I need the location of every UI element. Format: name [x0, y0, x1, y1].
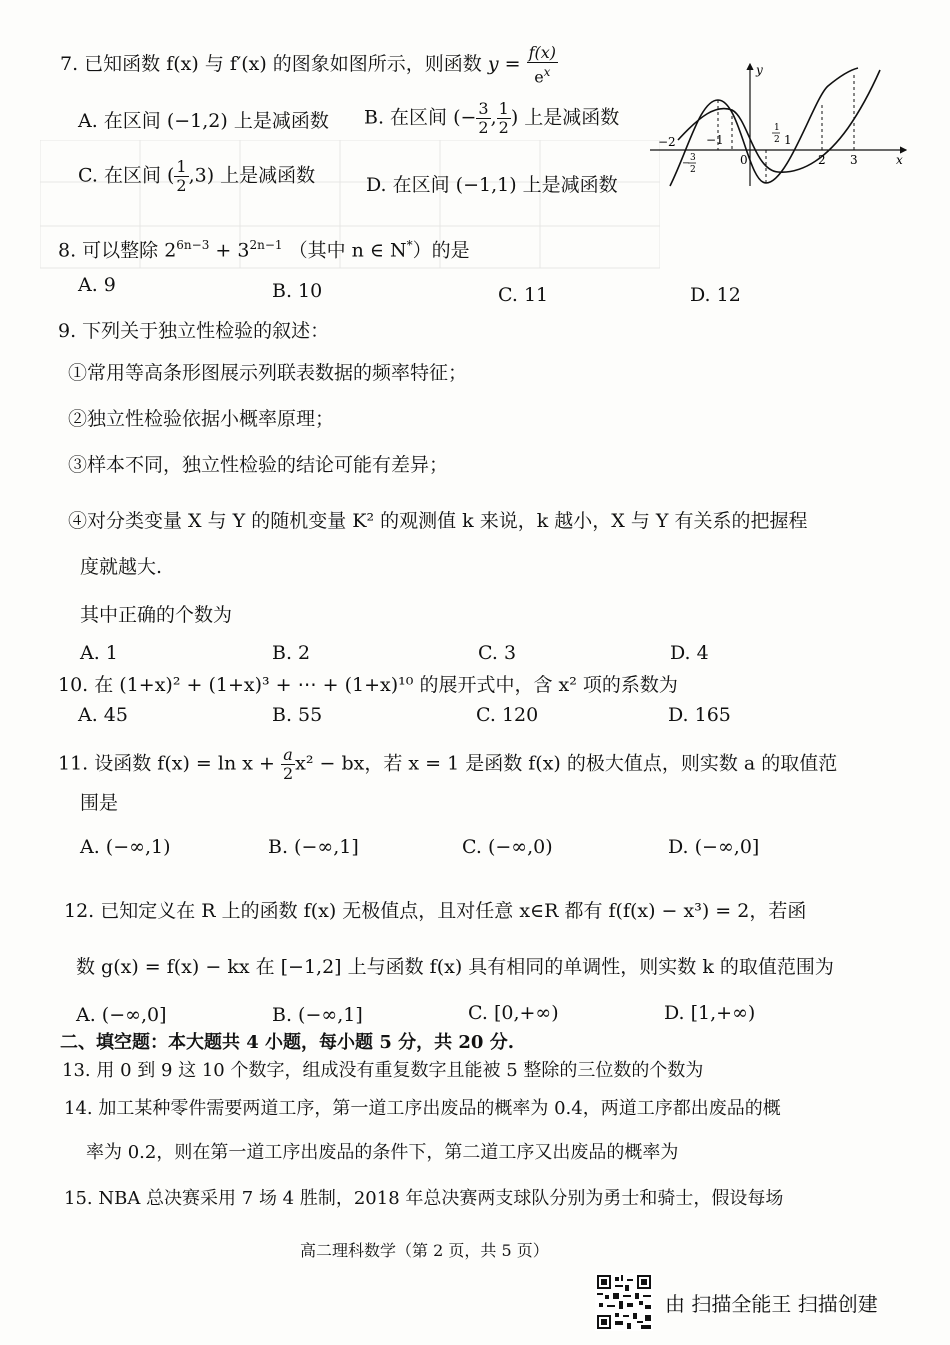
q9-ask: 其中正确的个数为: [80, 604, 233, 626]
q10-option-d: D. 165: [668, 704, 731, 726]
q10-option-a: A. 45: [78, 704, 128, 726]
q15-stem: 15. NBA 总决赛采用 7 场 4 胜制，2018 年总决赛两支球队分别为勇士和骑士，假设每场: [64, 1188, 784, 1209]
q11-option-c: C. (−∞,0): [462, 836, 553, 858]
q9-option-b: B. 2: [272, 642, 311, 664]
q7-curve-cubic: [670, 68, 858, 186]
q12-option-b: B. (−∞,1]: [272, 1004, 363, 1026]
q8-exp1: 6n−3: [176, 238, 210, 252]
q9-statement-2: ②独立性检验依据小概率原理；: [68, 408, 335, 430]
q9-option-c: C. 3: [478, 642, 517, 664]
page-footer: 高二理科数学（第 2 页，共 5 页）: [300, 1241, 549, 1260]
q7-b-f1n: 3: [478, 99, 489, 118]
q7-b-post: ) 上是减函数: [510, 106, 620, 129]
q7-graph-tick-3: 3: [850, 153, 858, 167]
q7-b-mid: ,: [490, 106, 497, 129]
q7-graph-tick-12-den: 2: [774, 135, 780, 145]
q8-option-a: A. 9: [78, 274, 116, 296]
q12-stem-2: 数 g(x) = f(x) − kx 在 [−1,2] 上与函数 f(x) 具有相同的单调性，则实数 k 的取值范围为: [76, 956, 834, 978]
q8-post: （其中 n ∈ N: [288, 239, 407, 262]
q11-fd: 2: [282, 764, 294, 783]
q11-option-d: D. (−∞,0]: [668, 836, 760, 858]
q7-stem-text: 7. 已知函数 f(x) 与 f′(x) 的图象如图所示，则函数: [60, 53, 482, 76]
q8-option-b: B. 10: [272, 280, 323, 302]
q12-stem-1: 12. 已知定义在 R 上的函数 f(x) 无极值点，且对任意 x∈R 都有 f(f(x) − x³) = 2，若函: [64, 900, 807, 922]
q11-option-b: B. (−∞,1]: [268, 836, 359, 858]
q7-func-fraction: [527, 44, 558, 86]
q12-option-c: C. [0,+∞): [468, 1002, 559, 1024]
q7-c-post: ,3) 上是减函数: [188, 164, 316, 187]
q7-c-pre: C. 在区间 (: [78, 164, 175, 187]
q7-func-num: f(x): [528, 43, 557, 62]
q7-b-f2n: 1: [498, 99, 509, 118]
q7-b-f1d: 2: [478, 118, 489, 137]
q8-post-sup: *: [406, 238, 413, 252]
q7-b-pre: B. 在区间 (−: [364, 106, 477, 129]
q7-graph-tick-m1: −1: [706, 133, 724, 147]
q11-option-a: A. (−∞,1): [80, 836, 171, 858]
q7-graph-label-y: y: [756, 63, 763, 77]
q10-option-c: C. 120: [476, 704, 539, 726]
q7-func-den-base: e: [534, 67, 544, 87]
q7-graph-tick-12-num: 1: [774, 123, 780, 133]
q7-graph-tick-2: 2: [818, 153, 826, 167]
svg-text:−: −: [682, 158, 691, 169]
q7-option-a: A. 在区间 (−1,2) 上是减函数: [78, 110, 329, 132]
q14-stem-2: 率为 0.2，则在第一道工序出废品的条件下，第二道工序又出废品的概率为: [86, 1142, 679, 1163]
q11-post: x² − bx，若 x = 1 是函数 f(x) 的极大值点，则实数 a 的取值范: [295, 752, 838, 775]
q14-stem-1: 14. 加工某种零件需要两道工序，第一道工序出废品的概率为 0.4，两道工序都出废品的概: [64, 1098, 781, 1119]
q11-stem-2: 围是: [80, 792, 119, 814]
q9-statement-4b: 度就越大.: [80, 556, 163, 578]
q9-option-a: A. 1: [80, 642, 118, 664]
q7-func-y: y =: [487, 53, 521, 76]
q7-option-b: [364, 100, 619, 137]
q9-option-d: D. 4: [670, 642, 709, 664]
q9-statement-4a: ④对分类变量 X 与 Y 的随机变量 K² 的观测值 k 来说，k 越小，X 与 Y 有关系的把握程: [68, 510, 808, 532]
q7-graph-tick-0: 0: [740, 153, 748, 167]
q8-post2: ）的是: [412, 239, 470, 262]
q8-pre: 8. 可以整除 2: [58, 239, 177, 262]
q11-stem: [58, 746, 837, 783]
q7-func-den-sup: x: [543, 65, 551, 79]
q8-option-c: C. 11: [498, 284, 549, 306]
q7-b-f2d: 2: [498, 118, 509, 137]
q10-stem: 10. 在 (1+x)² + (1+x)³ + ⋯ + (1+x)¹⁰ 的展开式中，含 x² 项的系数为: [58, 674, 678, 696]
q7-graph-tick-1: 1: [784, 133, 792, 147]
q7-graph-tick-m2: −2: [658, 135, 676, 149]
q9-statement-3: ③样本不同，独立性检验的结论可能有差异；: [68, 454, 449, 476]
q13-stem: 13. 用 0 到 9 这 10 个数字，组成没有重复数字且能被 5 整除的三位数的个数为: [62, 1060, 704, 1081]
q9-statement-1: ①常用等高条形图展示列联表数据的频率特征；: [68, 362, 468, 384]
q11-pre: 11. 设函数 f(x) = ln x +: [58, 752, 275, 775]
q7-graph: [648, 58, 910, 188]
q9-stem: 9. 下列关于独立性检验的叙述：: [58, 320, 330, 342]
scanner-watermark: [595, 1273, 878, 1331]
scanner-text: 由 扫描全能王 扫描创建: [665, 1291, 878, 1316]
q8-exp2: 2n−1: [249, 238, 283, 252]
q7-graph-tick-m32-den: 2: [690, 165, 696, 175]
q7-graph-label-x: x: [896, 153, 903, 167]
q10-option-b: B. 55: [272, 704, 323, 726]
q7-graph-tick-m32-num: 3: [690, 153, 696, 163]
q12-option-d: D. [1,+∞): [664, 1002, 756, 1024]
q7-b-frac1: [476, 100, 490, 137]
q8-mid: + 3: [209, 239, 250, 262]
section-fill-blank-heading: 二、填空题：本大题共 4 小题，每小题 5 分，共 20 分.: [60, 1032, 514, 1053]
q12-option-a: A. (−∞,0]: [76, 1004, 167, 1026]
qr-code-icon: [595, 1273, 653, 1331]
q11-fn: a: [281, 746, 295, 765]
q8-stem: [58, 232, 470, 263]
q8-option-d: D. 12: [690, 284, 741, 306]
q7-func-den: [527, 63, 558, 86]
q7-option-d: D. 在区间 (−1,1) 上是减函数: [366, 174, 618, 196]
q11-frac: [281, 746, 295, 783]
q7-c-fd: 2: [176, 176, 187, 195]
q7-b-frac2: [497, 100, 511, 137]
q7-stem: [60, 44, 558, 86]
q7-c-frac: [174, 158, 188, 195]
q7-option-c: [78, 158, 315, 195]
q7-c-fn: 1: [176, 157, 187, 176]
